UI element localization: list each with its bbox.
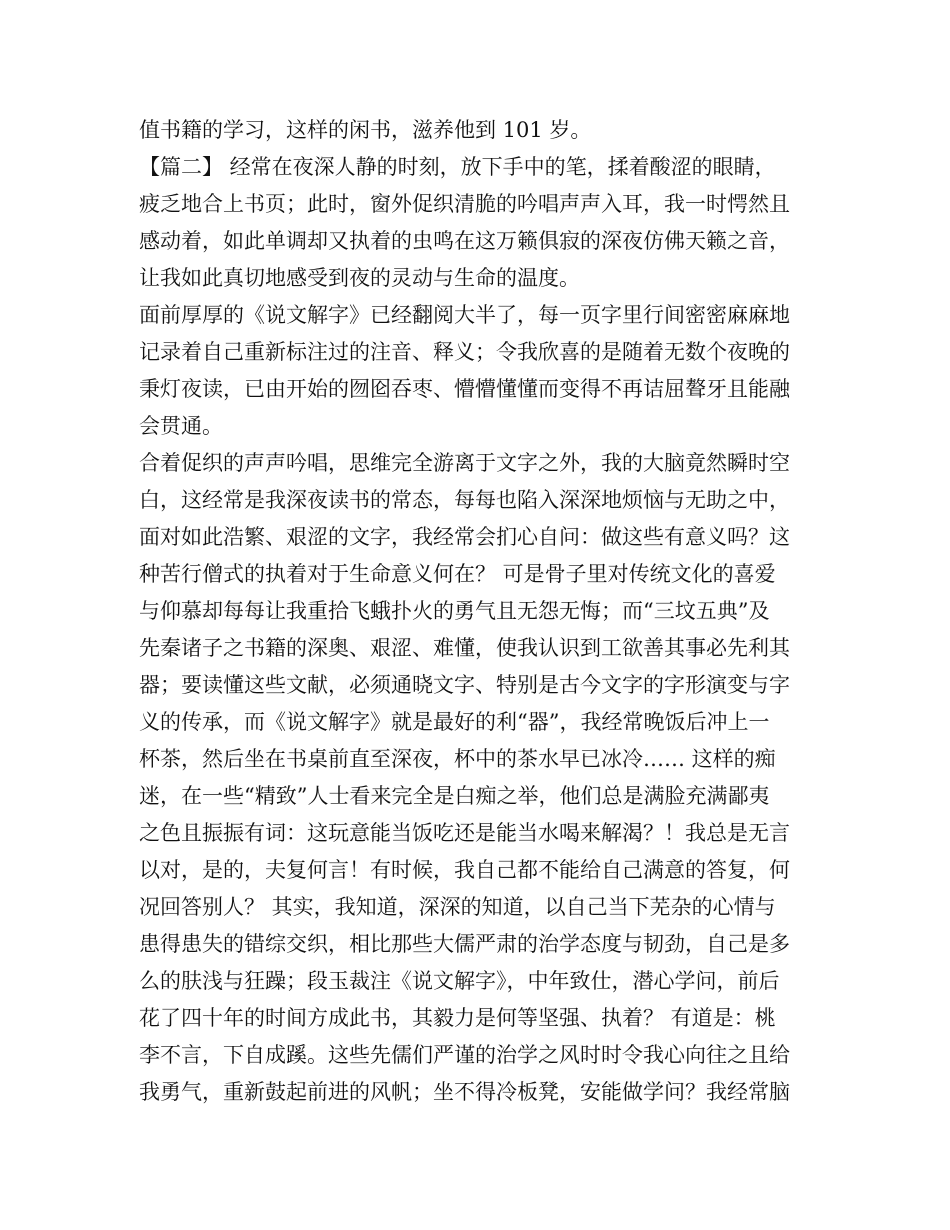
text-line: 面对如此浩繁、艰涩的文字，我经常会扪心自问：做这些有意义吗？这 bbox=[139, 525, 790, 549]
text-line: 迷，在一些“精致”人士看来完全是白痴之举，他们总是满脸充满鄙夷 bbox=[139, 784, 770, 808]
text-line: 器；要读懂这些文献，必须通晓文字、特别是古今文字的字形演变与字 bbox=[139, 673, 790, 697]
text-line: 李不言，下自成蹊。这些先儒们严谨的治学之风时时令我心向往之且给 bbox=[139, 1043, 790, 1067]
text-line: 值书籍的学习，这样的闲书，滋养他到 101 岁。 bbox=[139, 118, 592, 142]
text-line: 患得患失的错综交织，相比那些大儒严肃的治学态度与韧劲，自己是多 bbox=[139, 932, 790, 956]
text-line: 【篇二】 经常在夜深人静的时刻，放下手中的笔，揉着酸涩的眼睛， bbox=[139, 155, 776, 179]
text-line: 杯茶，然后坐在书桌前直至深夜，杯中的茶水早已冰冷…… 这样的痴 bbox=[139, 747, 776, 771]
body-text bbox=[139, 112, 829, 1111]
text-line: 面前厚厚的《说文解字》已经翻阅大半了，每一页字里行间密密麻麻地 bbox=[139, 303, 790, 327]
text-line: 以对，是的，夫复何言！有时候，我自己都不能给自己满意的答复，何 bbox=[139, 858, 790, 882]
text-line: 义的传承，而《说文解字》就是最好的利“器”，我经常晚饭后冲上一 bbox=[139, 710, 770, 734]
text-line: 与仰慕却每每让我重拾飞蛾扑火的勇气且无怨无悔；而“三坟五典”及 bbox=[139, 599, 770, 623]
text-line: 种苦行僧式的执着对于生命意义何在？ 可是骨子里对传统文化的喜爱 bbox=[139, 562, 776, 586]
text-line: 之色且振振有词：这玩意能当饭吃还是能当水喝来解渴？！我总是无言 bbox=[139, 821, 790, 845]
text-line: 秉灯夜读，已由开始的囫囵吞枣、懵懵懂懂而变得不再诘屈聱牙且能融 bbox=[139, 377, 790, 401]
text-line: 先秦诸子之书籍的深奥、艰涩、难懂，使我认识到工欲善其事必先利其 bbox=[139, 636, 790, 660]
text-line: 感动着，如此单调却又执着的虫鸣在这万籁俱寂的深夜仿佛天籁之音， bbox=[139, 229, 790, 253]
text-line: 会贯通。 bbox=[139, 414, 223, 438]
text-line: 花了四十年的时间方成此书，其毅力是何等坚强、执着？ 有道是：桃 bbox=[139, 1006, 776, 1030]
text-line: 合着促织的声声吟唱，思维完全游离于文字之外，我的大脑竟然瞬时空 bbox=[139, 451, 790, 475]
text-line: 况回答别人？ 其实，我知道，深深的知道，以自己当下芜杂的心情与 bbox=[139, 895, 776, 919]
text-line: 疲乏地合上书页；此时，窗外促织清脆的吟唱声声入耳，我一时愕然且 bbox=[139, 192, 790, 216]
text-line: 让我如此真切地感受到夜的灵动与生命的温度。 bbox=[139, 266, 580, 290]
text-line: 我勇气，重新鼓起前进的风帆；坐不得冷板凳，安能做学问？我经常脑 bbox=[139, 1080, 790, 1104]
text-line: 白，这经常是我深夜读书的常态，每每也陷入深深地烦恼与无助之中， bbox=[139, 488, 790, 512]
text-line: 记录着自己重新标注过的注音、释义；令我欣喜的是随着无数个夜晚的 bbox=[139, 340, 790, 364]
text-line: 么的肤浅与狂躁；段玉裁注《说文解字》，中年致仕，潜心学问，前后 bbox=[139, 969, 780, 993]
